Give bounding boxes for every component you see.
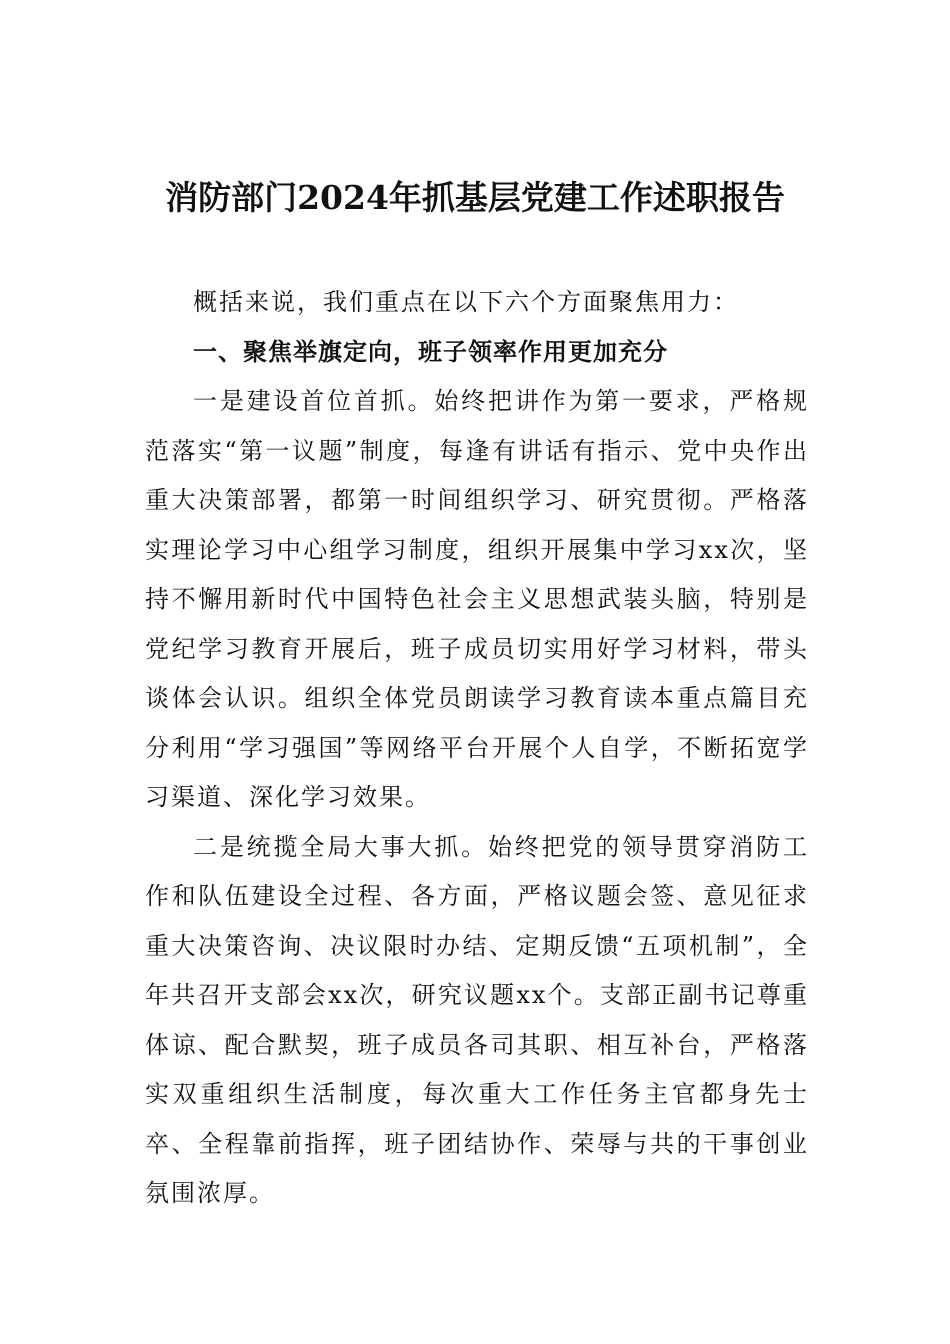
document-body bbox=[145, 278, 809, 1219]
document-title: 消防部门2024年抓基层党建工作述职报告 bbox=[165, 178, 785, 217]
body-paragraph-2: 二是统揽全局大事大抓。始终把党的领导贯穿消防工作和队伍建设全过程、各方面，严格议题会签、意见征求重大决策咨询、决议限时办结、定期反馈“五项机制”，全年共召开支部会xx次，研究议题xx个。支部正副书记尊重体谅、配合默契，班子成员各司其职、相互补台，严格落实双重组织生活制度，每次重大工作任务主官都身先士卒、全程靠前指挥，班子团结协作、荣辱与共的干事创业氛围浓厚。 bbox=[145, 832, 809, 1207]
section-heading: 一、聚焦举旗定向，班子领率作用更加充分 bbox=[193, 337, 668, 366]
intro-paragraph: 概括来说，我们重点在以下六个方面聚焦用力： bbox=[193, 288, 739, 316]
body-paragraph-1: 一是建设首位首抓。始终把讲作为第一要求，严格规范落实“第一议题”制度，每逢有讲话有指示、党中央作出重大决策部署，都第一时间组织学习、研究贯彻。严格落实理论学习中心组学习制度，组织开展集中学习xx次，坚持不懈用新时代中国特色社会主义思想武装头脑，特别是党纪学习教育开展后，班子成员切实用好学习材料，带头谈体会认识。组织全体党员朗读学习教育读本重点篇目充分利用“学习强国”等网络平台开展个人自学，不断拓宽学习渠道、深化学习效果。 bbox=[145, 387, 809, 811]
